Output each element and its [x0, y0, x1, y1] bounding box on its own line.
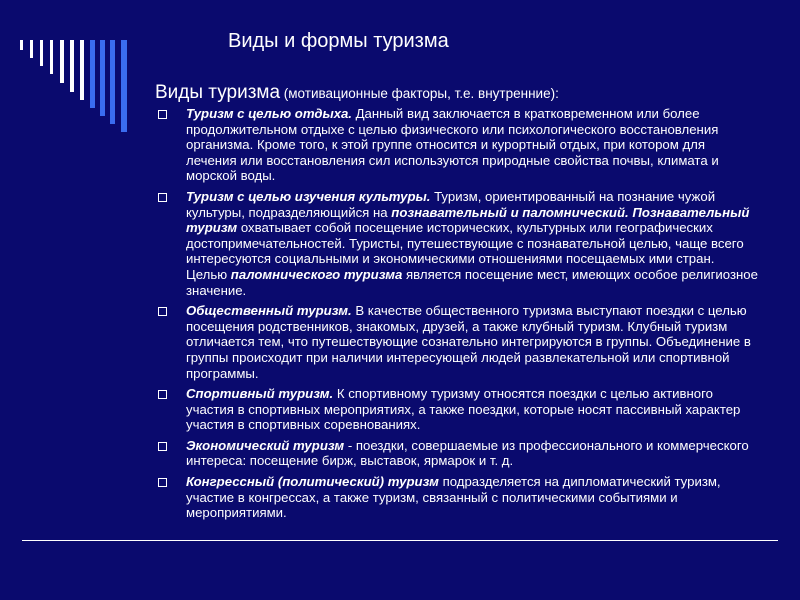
footer-divider: [22, 540, 778, 541]
bullet-item: [158, 303, 758, 381]
slide-title: Виды и формы туризма: [228, 30, 449, 52]
bullet-emphasis: паломнического туризма: [230, 266, 403, 282]
bullet-text: Туризм, ориентированный на познание чужой культуры, подразделяющийся на: [186, 188, 716, 220]
square-bullet-icon: [158, 442, 167, 451]
bullet-emphasis: познавательный и паломнический. Познавательный туризм: [186, 204, 750, 236]
section-heading-sub: (мотивационные факторы, т.е. внутренние):: [280, 86, 559, 101]
bullet-emphasis: Туризм с целью изучения культуры.: [186, 188, 431, 204]
bullet-item: [158, 189, 758, 298]
bullet-emphasis: Спортивный туризм.: [186, 386, 334, 402]
stripe: [110, 40, 115, 124]
bullet-list: [158, 106, 758, 526]
bullet-text: подразделяется на дипломатический туризм, участие в конгрессах, а также туризм, связанный с политическими событиями и мероприятиями.: [186, 474, 721, 521]
stripe: [70, 40, 74, 92]
square-bullet-icon: [158, 390, 167, 399]
decorative-stripes: [0, 0, 140, 150]
stripe: [30, 40, 33, 58]
bullet-text: В качестве общественного туризма выступают поездки с целью посещения родственников, знакомых, друзей, а также клубный туризм. Клубный туризм отличается тем, что путешествующие сознательно интегрируются в группы. Объединение в группы происходит при наличии интересующей людей развлекательной или спортивной программы.: [186, 303, 751, 381]
section-heading-main: Виды туризма: [155, 82, 281, 103]
stripe: [40, 40, 43, 66]
stripe: [50, 40, 53, 74]
bullet-emphasis: Конгрессный (политический) туризм: [186, 474, 439, 490]
bullet-item: [158, 438, 758, 469]
stripe: [80, 40, 84, 100]
section-heading: [155, 82, 559, 104]
square-bullet-icon: [158, 193, 167, 202]
stripe: [90, 40, 95, 108]
square-bullet-icon: [158, 307, 167, 316]
stripe: [121, 40, 127, 132]
stripe: [60, 40, 64, 83]
bullet-emphasis: Экономический туризм: [186, 437, 345, 453]
square-bullet-icon: [158, 478, 167, 487]
stripe: [20, 40, 23, 50]
bullet-text: охватывает собой посещение исторических, культурных или географических достопримечательностей. Туристы, путешествующие с познавательной целью, чаще всего интересуются социальными и экономическими отношениями посещаемых ими стран. Целью: [186, 220, 744, 282]
bullet-item: [158, 474, 758, 521]
bullet-text: Данный вид заключается в кратковременном или более продолжительном отдыхе с целью физического или психологического восстановления организма. Кроме того, к этой группе относится и курортный отдых, при котором для лечения или восстановления сил используются природные свойства почвы, климата и морской воды.: [186, 106, 719, 184]
square-bullet-icon: [158, 110, 167, 119]
bullet-text: К спортивному туризму относятся поездки с целью активного участия в спортивных мероприятиях, а также поездки, которые носят пассивный характер участия в спортивных соревнованиях.: [186, 386, 741, 433]
bullet-emphasis: Общественный туризм.: [186, 303, 352, 319]
bullet-emphasis: Туризм с целью отдыха.: [186, 106, 352, 121]
bullet-text: - поездки, совершаемые из профессионального и коммерческого интереса: посещение бирж, выставок, ярмарок и т. д.: [186, 437, 749, 469]
bullet-item: [158, 106, 758, 184]
stripe: [100, 40, 105, 116]
bullet-text: является посещение мест, имеющих особое религиозное значение.: [186, 266, 758, 298]
bullet-item: [158, 386, 758, 433]
